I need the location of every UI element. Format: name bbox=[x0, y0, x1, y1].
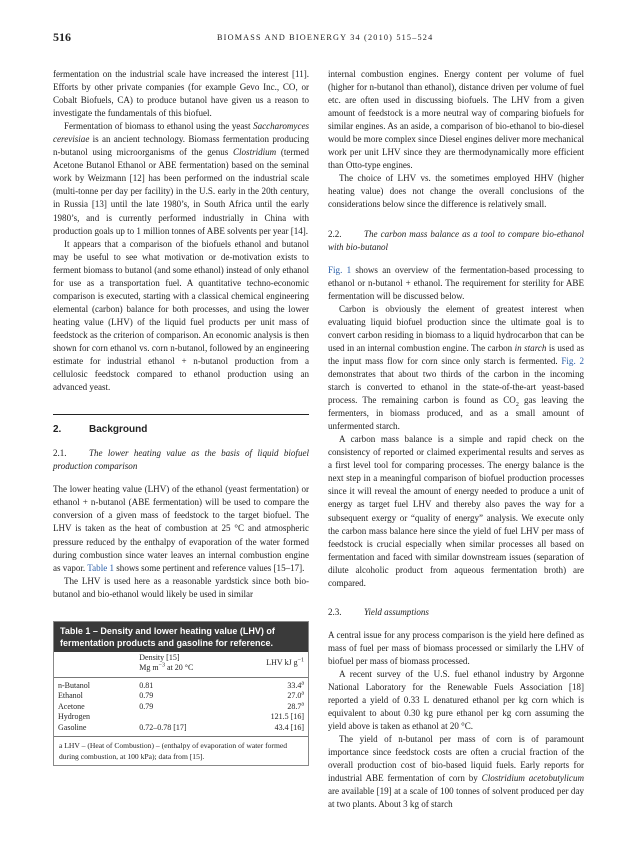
paragraph: The choice of LHV vs. the sometimes employed HHV (higher heating value) does not change the overall conclusions of the considerations below since the difference is relatively small. bbox=[328, 173, 584, 210]
table-row: n-Butanol 0.81 33.4$^a$ bbox=[58, 680, 304, 690]
table-row: Hydrogen 121.5 [16] bbox=[58, 712, 304, 722]
table-row: Ethanol 0.79 27.0$^a$ bbox=[58, 690, 304, 701]
right-column bbox=[328, 68, 584, 811]
table-header-row bbox=[54, 652, 308, 678]
paragraph: internal combustion engines. Energy content per volume of fuel (higher for n-butanol than ethanol), distance driven per volume of fuel etc. are often used in discussing biofuels. The LHV from a given amount of feedstock is a more neutral way of comparing biofuels for similar engines. As an aside, a comparison of bio-ethanol to bio-diesel would be more complex since Diesel engines deliver more mechanical work per unit LHV since they are thermodynamically more efficient than Otto-type engines. bbox=[328, 69, 584, 171]
paragraph: It appears that a comparison of the biofuels ethanol and butanol may be useful to see what motivation or de-motivation exists to ferment biomass to butanol (and some ethanol) instead of only ethanol for use as a transportation fuel. A quantitative techno-economic comparison is executed, starting with a classical chemical engineering elemental (carbon) balance for both processes, and using the lower heating value (LHV) of the liquid fuel products per unit mass of feedstock as the criterion of comparison. An economic analysis is then shown for corn ethanol vs. corn n-butanol, followed by an engineering estimate for industrial ethanol + n-butanol production from a cellulosic feedstock compared to ethanol production using an advanced yeast. bbox=[53, 238, 309, 393]
table-caption: Table 1 – Density and lower heating value (LHV) of fermentation products and gasoline for reference. bbox=[54, 622, 308, 652]
paragraph: The LHV is used here as a reasonable yardstick since both bio-butanol and bio-ethanol would likely be used in similar bbox=[53, 575, 309, 599]
subsection-heading: 2.2. The carbon mass balance as a tool to compare bio-ethanol with bio-butanol bbox=[328, 228, 584, 252]
paragraph: Fermentation of biomass to ethanol using the yeast Saccharomyces cerevisiae is an ancient technology. Biomass fermentation producing n-butanol using microorganisms of the genus Clostridium (termed Acetone Butanol Ethanol or ABE fermentation) based on the seminal work by Weizmann [12] has been performed on the industrial scale (multi-tonne per day per facility) in the U.S. early in the 20th century, in Russia [13] until the late 1980’s, in South Africa until the early 1980’s, and is currently performed industrially in China with production goals up to 1 million tonnes of ABE solvents per year [14]. bbox=[53, 121, 309, 236]
data-table bbox=[54, 652, 308, 737]
table-reference-link[interactable]: Table 1 bbox=[87, 562, 115, 573]
paragraph: The lower heating value (LHV) of the ethanol (yeast fermentation) or ethanol + n-butanol (ABE fermentation) will be used to compare the conversion of a given mass of feedstock to the target biofuel. The LHV is taken as the heat of combustion at 25 °C and atmospheric pressure reduced by the enthalpy of evaporation of the water formed during combustion since water leaves an internal combustion engine as vapor. Table 1 shows some pertinent and reference values [15–17]. bbox=[53, 484, 309, 573]
subsection-heading: 2.1. The lower heating value as the basis of liquid biofuel production comparison bbox=[53, 448, 309, 472]
subsection-heading: 2.3. Yield assumptions bbox=[328, 606, 429, 617]
paragraph: Fig. 1 shows an overview of the fermentation-based processing to ethanol or n-butanol + ethanol. The requirement for sterility for ABE fermentation will be discussed below. bbox=[328, 264, 584, 301]
section-heading: 2. Background bbox=[53, 424, 148, 436]
section-divider bbox=[53, 414, 309, 415]
paragraph: The yield of n-butanol per mass of corn is of paramount importance since feedstock costs are often a crucial fraction of the overall production cost of bio-based liquid fuels. Early reports for industrial ABE fermentation of corn by Clostridium acetobutylicum are available [19] at a scale of 100 tonnes of solvent produced per day at two plants. About 3 kg of starch bbox=[328, 734, 585, 810]
page-number: 516 bbox=[53, 30, 71, 44]
running-header bbox=[53, 30, 582, 46]
paragraph: A carbon mass balance is a simple and rapid check on the consistency of reported or claimed experimental results and serves as a first level tool for comparing processes. The energy balance is the next step in a meaningful comparison of biofuel production processes since it will reveal the amount of energy needed to produce a unit of energy as target fuel LHV and thereby also paves the way for a subsequent exergy or “quality of energy” analysis. We execute only the carbon mass balance here since the yield of fuel LHV per mass of feedstock is crucial especially when similar processes all based on fermentation and faced with similar downstream issues (separation of dilute alcoholic product from aqueous fermentation broth) are compared. bbox=[328, 434, 584, 588]
table-1 bbox=[53, 621, 309, 767]
paragraph: A recent survey of the U.S. fuel ethanol industry by Argonne National Laboratory for the Renewable Fuels Association [18] reported a yield of 0.33 L denatured ethanol per kg corn which is equivalent to about 0.30 kg pure ethanol per kg corn assuming the yield above is taken as ethanol at 20 °C. bbox=[328, 668, 584, 732]
paragraph: fermentation on the industrial scale have increased the interest [11]. Efforts by other private companies (for example Gevo Inc., CO, or Cobalt Biofuels, CA) to produce butanol have given us a reason to investigate the fundamentals of this biofuel. bbox=[53, 69, 309, 119]
table-row: Acetone 0.79 28.7$^a$ bbox=[58, 701, 304, 711]
paragraph: A central issue for any process comparison is the yield here defined as mass of fuel per mass of biomass processed or similarly the LHV of biofuel per mass of biomass processed. bbox=[328, 629, 584, 666]
table-footnote: a LHV – (Heat of Combustion) – (enthalpy of evaporation of water formed during combustion, at 100 kPa); data from [15]. bbox=[54, 736, 308, 765]
figure-reference-link[interactable]: Fig. 1 bbox=[328, 264, 352, 275]
left-column bbox=[53, 68, 309, 766]
paragraph: Carbon is obviously the element of greatest interest when evaluating liquid biofuel production since the ultimate goal is to convert carbon residing in biomass to a liquid hydrocarbon that can be used in an internal combustion engine. The carbon in starch is used as the input mass flow for corn since only starch is fermented. Fig. 2 demonstrates that about two thirds of the carbon in the incoming starch is converted to ethanol in the state-of-the-art yeast-based process. The remaining carbon is found as $CO_2$ gas leaving the fermenters, in biomass produced, and as a small amount of unfermented starch. bbox=[328, 303, 584, 432]
table-row: Gasoline 0.72–0.78 [17] 43.4 [16] bbox=[58, 722, 304, 732]
figure-reference-link[interactable]: Fig. 2 bbox=[561, 355, 584, 366]
lhv-column-header: LHV kJ $g^{-1}$ bbox=[237, 652, 308, 678]
journal-title: BIOMASS AND BIOENERGY 34 (2010) 515–524 bbox=[217, 33, 434, 42]
density-column-header: Density [15] Mg $m^{-3}$ at 20 °C bbox=[135, 652, 237, 678]
